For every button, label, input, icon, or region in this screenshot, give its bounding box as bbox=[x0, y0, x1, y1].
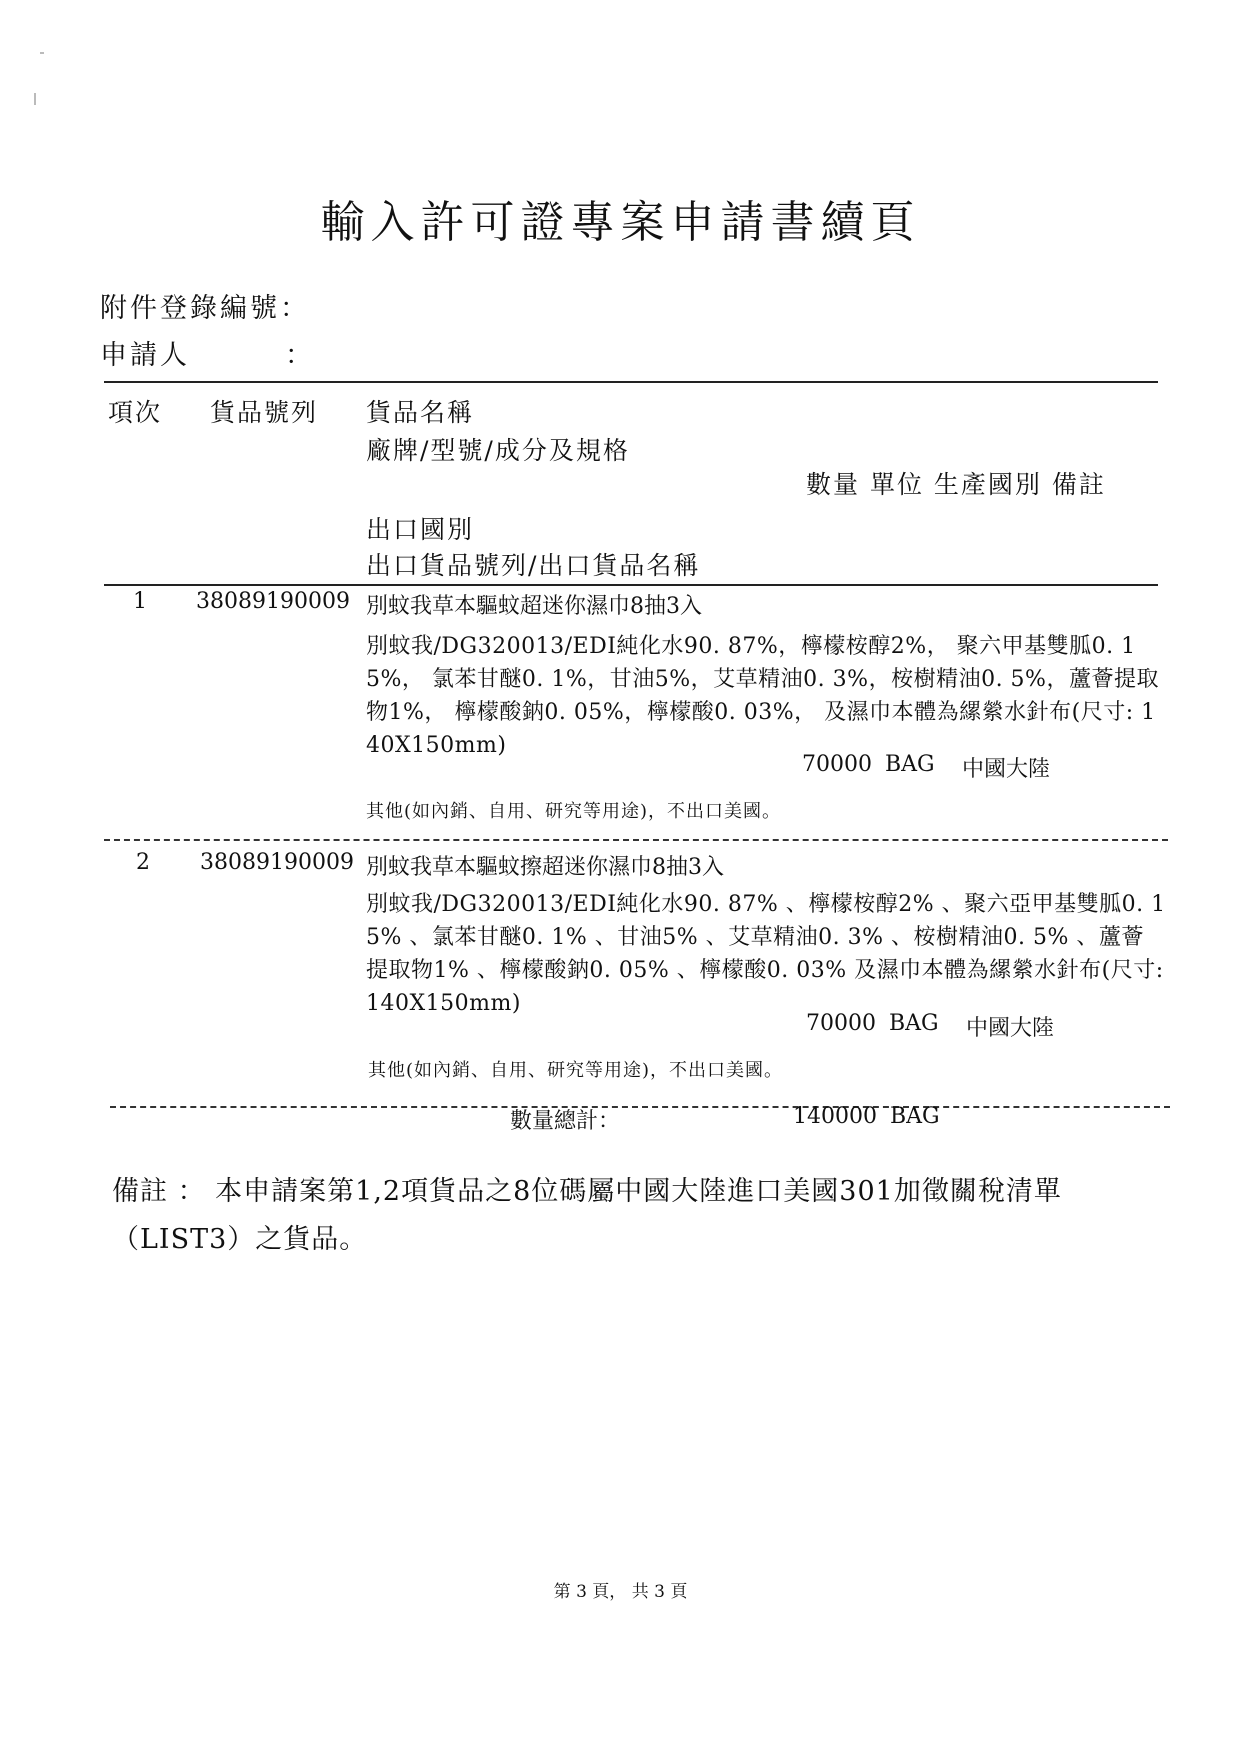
header-top-rule bbox=[104, 381, 1158, 383]
header-bottom-rule bbox=[104, 584, 1158, 586]
item-2-no: 2 bbox=[136, 850, 150, 875]
item-2-spec: 別蚊我/DG320013/EDI純化水90. 87% 、檸檬桉醇2% 、聚六亞甲基雙胍0. 15% 、氯苯甘醚0. 1% 、甘油5% 、艾草精油0. 3% 、桉樹精油0. 5% 、蘆薈提取物1% 、檸檬酸鈉0. 05% 、檸檬酸0. 03% 及濕巾本體為縲縈水針布(尺寸: 140X150mm) bbox=[366, 892, 1166, 1016]
scan-mark bbox=[34, 93, 36, 105]
total-value: 140000 bbox=[793, 1104, 877, 1129]
item-1-quantity: 70000 bbox=[802, 752, 872, 777]
item-2-name: 別蚊我草本驅蚊擦超迷你濕巾8抽3入 bbox=[366, 855, 724, 880]
col-qty-unit-origin-note: 數量 單位 生產國別 備註 bbox=[806, 470, 1106, 499]
item-1-unit: BAG bbox=[885, 752, 935, 777]
item-1-spec: 別蚊我/DG320013/EDI純化水90. 87%，檸檬桉醇2%， 聚六甲基雙胍0. 15%， 氯苯甘醚0. 1%，甘油5%，艾草精油0. 3%，桉樹精油0. 5%，蘆薈提取物1%， 檸檬酸鈉0. 05%，檸檬酸0. 03%， 及濕巾本體為縲縈水針布(尺寸: 140X150mm) bbox=[366, 634, 1159, 758]
item-2-origin: 中國大陸 bbox=[966, 1016, 1055, 1041]
total-label: 數量總計： bbox=[510, 1109, 621, 1134]
item-1-note: 其他(如內銷、自用、研究等用途)，不出口美國。 bbox=[366, 801, 782, 822]
col-goods-code: 貨品號列 bbox=[210, 398, 319, 427]
col-goods-name: 貨品名稱 bbox=[366, 398, 475, 427]
page-footer: 第 3 頁， 共 3 頁 bbox=[553, 1582, 688, 1602]
item-2-code: 38089190009 bbox=[200, 850, 354, 875]
col-export-code-name: 出口貨品號列/出口貨品名稱 bbox=[366, 551, 701, 580]
col-brand-spec: 廠牌/型號/成分及規格 bbox=[366, 436, 630, 465]
col-export-country: 出口國別 bbox=[366, 515, 475, 544]
item-2-note: 其他(如內銷、自用、研究等用途)，不出口美國。 bbox=[368, 1060, 784, 1081]
item-1-origin: 中國大陸 bbox=[962, 757, 1051, 782]
item-1-no: 1 bbox=[133, 589, 147, 614]
item-separator bbox=[104, 839, 1168, 841]
col-item: 項次 bbox=[108, 398, 163, 427]
item-2-unit: BAG bbox=[889, 1011, 939, 1036]
total-unit: BAG bbox=[890, 1104, 940, 1129]
page-title: 輸入許可證專案申請書續頁 bbox=[320, 197, 921, 248]
attachment-no-label: 附件登錄編號： bbox=[100, 293, 310, 324]
remark: 備註 ： 本申請案第1,2項貨品之8位碼屬中國大陸進口美國301加徵關稅清單（LIST3）之貨品。 bbox=[112, 1176, 1062, 1255]
item-2-quantity: 70000 bbox=[806, 1011, 876, 1036]
item-1-code: 38089190009 bbox=[196, 589, 350, 614]
applicant-colon: ： bbox=[285, 340, 315, 371]
applicant-label: 申請人 bbox=[100, 340, 190, 371]
item-1-name: 別蚊我草本驅蚊超迷你濕巾8抽3入 bbox=[366, 594, 702, 619]
scan-mark bbox=[40, 52, 44, 54]
total-separator bbox=[110, 1106, 1170, 1108]
